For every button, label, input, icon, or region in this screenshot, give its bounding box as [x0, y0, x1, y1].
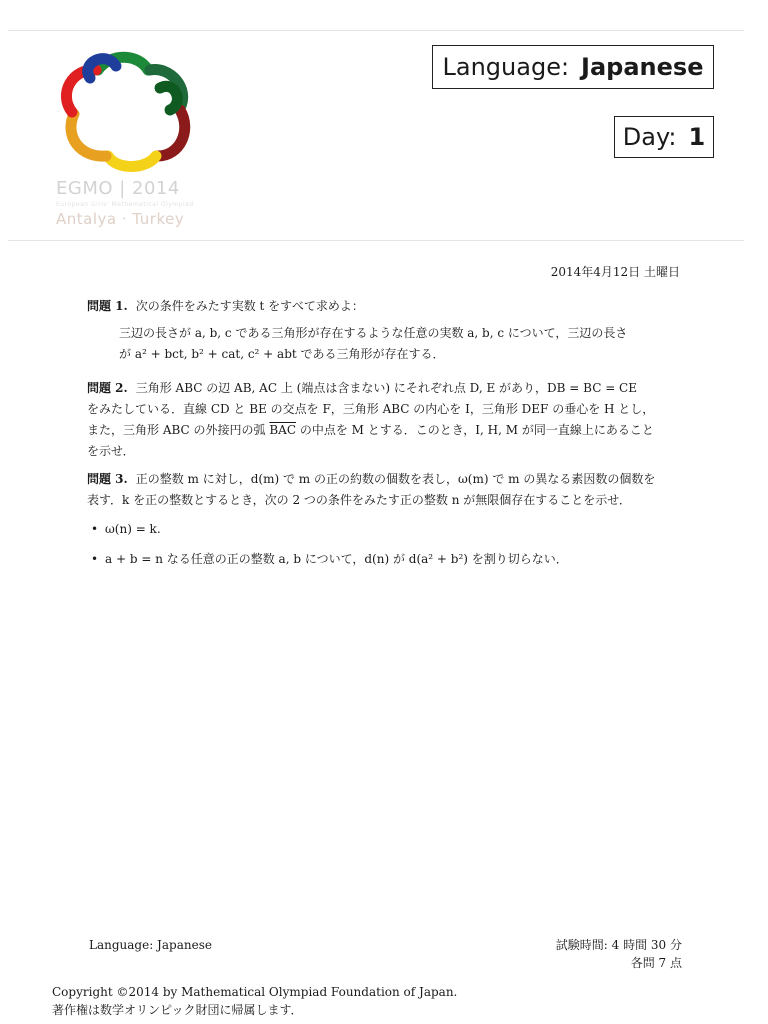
logo-subtitle: European Girls' Mathematical Olympiad	[56, 201, 194, 208]
problem-text: を示せ．	[87, 444, 135, 458]
language-box	[432, 45, 714, 89]
exam-date: 2014年4月12日 土曜日	[550, 265, 680, 279]
problem-1	[87, 296, 695, 365]
arc-bac: $\overline{BAC}$	[269, 423, 297, 437]
copyright-ja: 著作権は数学オリンピック財団に帰属します．	[52, 1003, 303, 1017]
language-label: Language:	[442, 53, 570, 81]
problem-text: 次の条件をみたす実数 t をすべて求めよ：	[135, 299, 364, 313]
problem-text: 三角形 ABC の辺 AB, AC 上 (端点は含まない) にそれぞれ点 D, E があり，DB = BC = CE	[135, 381, 638, 395]
problem-number: 問題 3.	[87, 472, 128, 486]
problem-text-line	[87, 420, 695, 441]
language-value: Japanese	[581, 53, 704, 81]
exam-time: 試験時間: 4 時間 30 分	[555, 938, 682, 952]
problem-text: 三辺の長さが a, b, c である三角形が存在するような任意の実数 a, b, c について，三辺の長さ	[119, 326, 628, 340]
problem-2	[87, 378, 695, 462]
condition-item: • a + b = n なる任意の正の整数 a, b について，d(n) が d(a² + b²) を割り切らない．	[87, 549, 695, 570]
copyright-en: Copyright ©2014 by Mathematical Olympiad Foundation of Japan.	[52, 985, 458, 999]
condition-list	[87, 519, 695, 570]
points-per-problem: 各問 7 点	[630, 956, 682, 970]
condition-item: • ω(n) = k.	[87, 519, 695, 540]
problem-3	[87, 469, 695, 579]
problem-text: の中点を M とする．このとき，I, H, M が同一直線上にあること	[299, 423, 654, 437]
problem-number: 問題 1.	[87, 299, 128, 313]
day-value: 1	[688, 123, 706, 151]
problem-text: また，三角形 ABC の外接円の弧	[87, 423, 266, 437]
egmo-logo-icon	[50, 48, 200, 173]
header-divider	[8, 240, 744, 241]
problem-number: 問題 2.	[87, 381, 128, 395]
top-divider	[8, 30, 744, 31]
problem-text: が a² + bct, b² + cat, c² + abt である三角形が存在する．	[119, 347, 445, 361]
day-box	[614, 116, 714, 158]
logo-name: EGMO | 2014	[56, 178, 180, 199]
copyright-notice	[52, 983, 457, 1019]
problem-text: をみたしている．直線 CD と BE の交点を F，三角形 ABC の内心を I，三角形 DEF の垂心を H とし，	[87, 402, 655, 416]
logo-city: Antalya · Turkey	[56, 210, 185, 228]
day-label: Day:	[622, 123, 677, 151]
footer-language: Language: Japanese	[89, 938, 212, 952]
problem-text: 正の整数 m に対し，d(m) で m の正の約数の個数を表し，ω(m) で m の異なる素因数の個数を	[135, 472, 656, 486]
footer-exam-info	[556, 936, 682, 972]
problem-text: 表す．k を正の整数とするとき，次の 2 つの条件をみたす正の整数 n が無限個存在することを示せ．	[87, 493, 631, 507]
logo-caption	[56, 178, 194, 228]
